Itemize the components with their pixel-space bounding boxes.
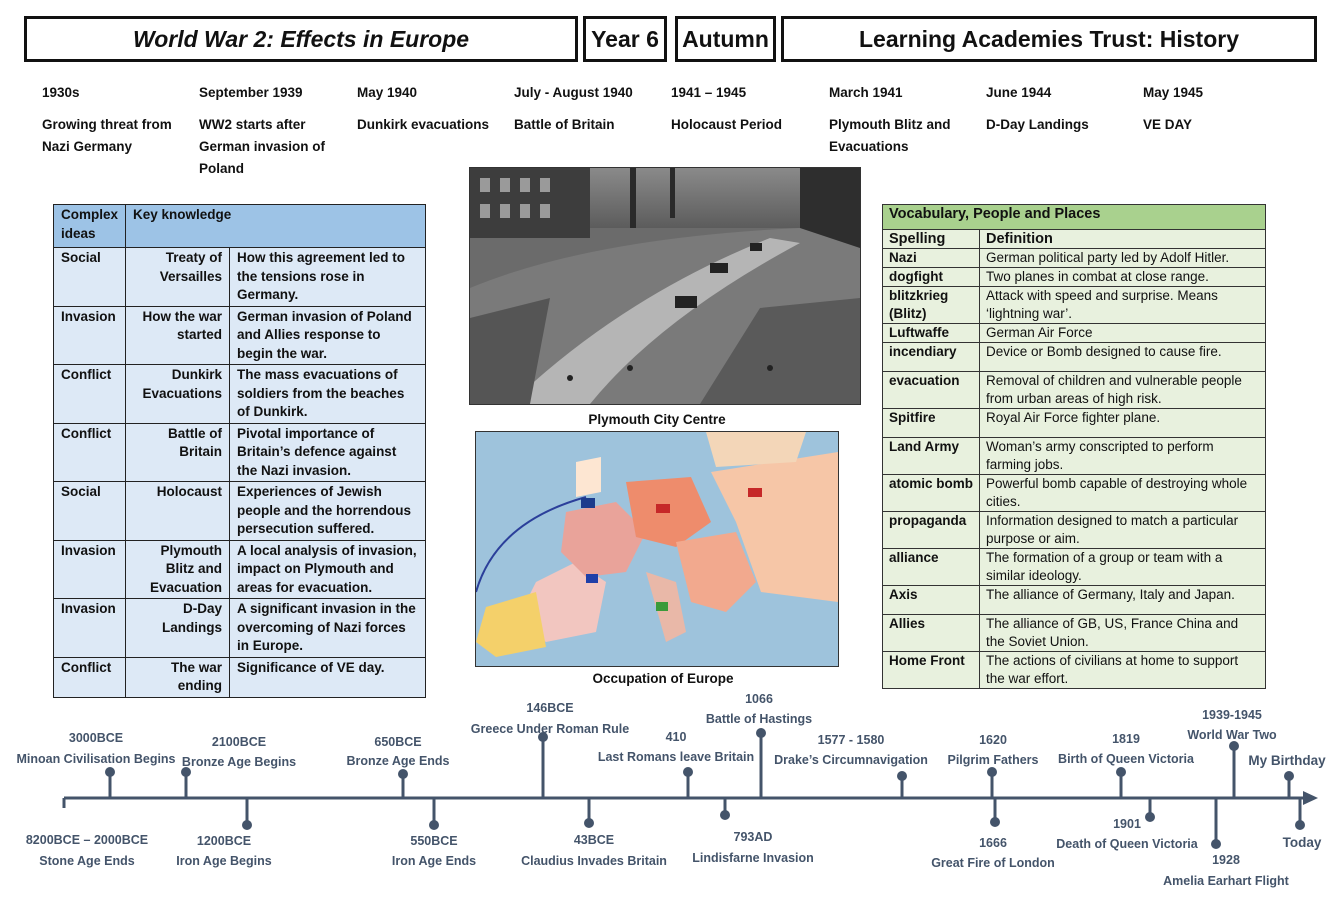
event-label: Iron Age Begins xyxy=(176,854,272,868)
timeline-arrowhead xyxy=(1303,791,1318,805)
vocab-definition: Two planes in combat at close range. xyxy=(980,268,1266,287)
vocab-word: Spitfire xyxy=(883,409,980,438)
event-label: World War Two xyxy=(1187,728,1277,742)
idea-cell: Invasion xyxy=(54,599,126,658)
event-marker xyxy=(1116,767,1126,777)
event-marker xyxy=(897,771,907,781)
vocab-word: propaganda xyxy=(883,512,980,549)
event-date: 1577 - 1580 xyxy=(817,733,885,747)
event-date: 1066 xyxy=(745,692,773,706)
vocab-definition: Device or Bomb designed to cause fire. xyxy=(980,343,1266,372)
topic-cell: Battle of Britain xyxy=(126,423,230,482)
vocab-word: incendiary xyxy=(883,343,980,372)
topic-cell: Plymouth Blitz and Evacuation xyxy=(126,540,230,599)
topic-cell: D-Day Landings xyxy=(126,599,230,658)
vocab-word: alliance xyxy=(883,549,980,586)
event-marker xyxy=(242,820,252,830)
event-date: 793AD xyxy=(733,830,773,844)
event-550bce xyxy=(392,798,476,868)
table-row xyxy=(883,615,1266,652)
vocab-title-row xyxy=(883,205,1266,230)
complex-ideas-header: Complex ideas xyxy=(54,205,126,248)
table-row xyxy=(883,372,1266,409)
vocab-definition: The alliance of GB, US, France China and the Soviet Union. xyxy=(980,615,1266,652)
vocab-word: Nazi xyxy=(883,249,980,268)
event-date: 1200BCE xyxy=(196,834,252,848)
event-marker xyxy=(429,820,439,830)
vocab-definition: Information designed to match a particular purpose or aim. xyxy=(980,512,1266,549)
event-label: Pilgrim Fathers xyxy=(947,753,1039,767)
timeline-event: Plymouth Blitz and Evacuations xyxy=(829,117,951,154)
vocab-word: atomic bomb xyxy=(883,475,980,512)
map-caption: Occupation of Europe xyxy=(592,671,734,686)
idea-cell: Invasion xyxy=(54,540,126,599)
title-text: World War 2: Effects in Europe xyxy=(132,25,470,52)
timeline-date: 1941 – 1945 xyxy=(671,85,747,100)
table-row xyxy=(883,249,1266,268)
timeline-item xyxy=(829,82,979,158)
timeline-item xyxy=(199,82,349,180)
event-date: 1928 xyxy=(1212,853,1240,867)
europe-map xyxy=(475,431,839,667)
table-row xyxy=(883,512,1266,549)
knowledge-cell: German invasion of Poland and Allies response to begin the war. xyxy=(230,306,426,365)
event-label: Birth of Queen Victoria xyxy=(1058,752,1194,766)
table-row xyxy=(54,365,426,424)
timeline-event: Holocaust Period xyxy=(671,117,783,132)
idea-cell: Social xyxy=(54,482,126,541)
event-650bce xyxy=(346,735,449,798)
vocab-word: Land Army xyxy=(883,438,980,475)
trust-box xyxy=(781,16,1317,62)
knowledge-cell: How this agreement led to the tensions rose in Germany. xyxy=(230,248,426,307)
event-date: 1819 xyxy=(1112,732,1140,746)
vocab-word: evacuation xyxy=(883,372,980,409)
event-date: 3000BCE xyxy=(68,731,124,745)
event-2100bce xyxy=(181,735,296,798)
timeline-event: D-Day Landings xyxy=(986,117,1089,132)
vocab-word: Axis xyxy=(883,586,980,615)
event-marker xyxy=(683,767,693,777)
table-row xyxy=(883,586,1266,615)
event-1577 xyxy=(774,733,928,798)
knowledge-cell: A local analysis of invasion, impact on Plymouth and areas for evacuation. xyxy=(230,540,426,599)
event-1200bce xyxy=(176,798,271,868)
timeline-item xyxy=(671,82,821,136)
event-1901 xyxy=(1056,798,1199,851)
topic-cell: Dunkirk Evacuations xyxy=(126,365,230,424)
event-marker xyxy=(1145,812,1155,822)
vocabulary-table xyxy=(882,204,1266,689)
vocab-definition: German political party led by Adolf Hitler. xyxy=(980,249,1266,268)
event-today xyxy=(1283,798,1322,850)
event-label: Amelia Earhart Flight xyxy=(1163,874,1289,888)
idea-cell: Conflict xyxy=(54,365,126,424)
table-row xyxy=(54,423,426,482)
event-label: Last Romans leave Britain xyxy=(597,750,755,764)
event-marker xyxy=(105,767,115,777)
table-row xyxy=(883,652,1266,689)
knowledge-cell: A significant invasion in the overcoming of Nazi forces in Europe. xyxy=(230,599,426,658)
table-row xyxy=(883,287,1266,324)
vocab-definition: Attack with speed and surprise. Means ‘lightning war’. xyxy=(980,287,1266,324)
event-1819 xyxy=(1058,732,1195,798)
event-marker xyxy=(1229,741,1239,751)
event-label: My Birthday xyxy=(1248,753,1326,768)
key-knowledge-header: Key knowledge xyxy=(126,205,426,248)
vocab-definition: Powerful bomb capable of destroying whole cities. xyxy=(980,475,1266,512)
table-row xyxy=(54,599,426,658)
vocab-header-row xyxy=(883,230,1266,249)
table-row xyxy=(883,343,1266,372)
event-date: 146BCE xyxy=(526,701,574,715)
idea-cell: Conflict xyxy=(54,657,126,697)
event-8200bce xyxy=(26,833,148,868)
event-marker xyxy=(720,810,730,820)
event-label: Stone Age Ends xyxy=(39,854,135,868)
event-marker xyxy=(1295,820,1305,830)
event-marker xyxy=(584,818,594,828)
timeline-event: Battle of Britain xyxy=(514,117,615,132)
vocab-word: dogfight xyxy=(883,268,980,287)
timeline-date: May 1945 xyxy=(1143,85,1204,100)
event-date: 550BCE xyxy=(410,834,458,848)
event-label: Bronze Age Begins xyxy=(181,755,297,769)
bombed-city-illustration xyxy=(470,168,860,404)
event-label: Death of Queen Victoria xyxy=(1056,837,1198,851)
timeline-item xyxy=(42,82,192,158)
key-knowledge-table xyxy=(53,204,426,698)
table-row xyxy=(54,306,426,365)
idea-cell: Invasion xyxy=(54,306,126,365)
plymouth-photo xyxy=(469,167,861,405)
topic-cell: Holocaust xyxy=(126,482,230,541)
event-label: Bronze Age Ends xyxy=(346,754,450,768)
event-793ad xyxy=(692,798,814,865)
event-date: 410 xyxy=(665,730,687,744)
table-row xyxy=(883,438,1266,475)
trust-text: Learning Academies Trust: History xyxy=(858,25,1240,52)
event-1066 xyxy=(706,692,812,798)
timeline-date: May 1940 xyxy=(357,85,418,100)
idea-cell: Social xyxy=(54,248,126,307)
vocab-word: Luftwaffe xyxy=(883,324,980,343)
timeline-item xyxy=(986,82,1136,136)
vocab-definition: German Air Force xyxy=(980,324,1266,343)
timeline-event: Dunkirk evacuations xyxy=(357,117,490,132)
event-label: Battle of Hastings xyxy=(705,712,813,726)
event-label: Lindisfarne Invasion xyxy=(692,851,814,865)
vocab-word: Home Front xyxy=(883,652,980,689)
timeline-date: 1930s xyxy=(42,85,80,100)
vocab-title: Vocabulary, People and Places xyxy=(883,205,1266,230)
timeline-event: WW2 starts after German invasion of Poland xyxy=(199,117,326,176)
timeline-item xyxy=(357,82,507,136)
photo-caption: Plymouth City Centre xyxy=(588,412,726,427)
topic-cell: How the war started xyxy=(126,306,230,365)
event-label: Minoan Civilisation Begins xyxy=(16,752,176,766)
knowledge-cell: The mass evacuations of soldiers from the beaches of Dunkirk. xyxy=(230,365,426,424)
event-my-birthday xyxy=(1248,753,1326,798)
term-box xyxy=(675,16,776,62)
topic-cell: Treaty of Versailles xyxy=(126,248,230,307)
event-date: 43BCE xyxy=(573,833,615,847)
table-header-row xyxy=(54,205,426,248)
event-marker xyxy=(987,767,997,777)
year-text: Year 6 xyxy=(591,25,659,52)
idea-cell: Conflict xyxy=(54,423,126,482)
spelling-header: Spelling xyxy=(883,230,980,249)
vocab-definition: The actions of civilians at home to support the war effort. xyxy=(980,652,1266,689)
event-marker xyxy=(398,769,408,779)
table-row xyxy=(883,324,1266,343)
table-row xyxy=(883,549,1266,586)
event-label: Drake’s Circumnavigation xyxy=(774,753,928,767)
event-3000bce xyxy=(16,731,175,798)
event-label: Iron Age Ends xyxy=(391,854,477,868)
knowledge-cell: Pivotal importance of Britain’s defence against the Nazi invasion. xyxy=(230,423,426,482)
timeline-event: VE DAY xyxy=(1143,117,1193,132)
timeline-item xyxy=(1143,82,1293,136)
event-date: 1666 xyxy=(979,836,1007,850)
table-row xyxy=(883,268,1266,287)
page-title xyxy=(24,16,578,62)
vocab-definition: Removal of children and vulnerable people from urban areas of high risk. xyxy=(980,372,1266,409)
timeline-date: June 1944 xyxy=(986,85,1052,100)
event-date: 8200BCE – 2000BCE xyxy=(25,833,149,847)
vocab-definition: Woman’s army conscripted to perform farming jobs. xyxy=(980,438,1266,475)
timeline-event: Growing threat from Nazi Germany xyxy=(42,117,172,154)
table-row xyxy=(54,482,426,541)
timeline-date: July - August 1940 xyxy=(514,85,633,100)
occupation-map-illustration xyxy=(476,432,838,666)
event-date: 2100BCE xyxy=(211,735,267,749)
event-date: 1939-1945 xyxy=(1202,708,1262,722)
event-1620 xyxy=(948,733,1039,798)
knowledge-cell: Experiences of Jewish people and the horrendous persecution suffered. xyxy=(230,482,426,541)
vocab-definition: Royal Air Force fighter plane. xyxy=(980,409,1266,438)
event-43bce xyxy=(521,798,667,868)
table-row xyxy=(883,475,1266,512)
year-box xyxy=(583,16,667,62)
event-1666 xyxy=(931,798,1055,870)
event-label: Claudius Invades Britain xyxy=(521,854,667,868)
event-date: 650BCE xyxy=(374,735,422,749)
event-label: Great Fire of London xyxy=(931,856,1055,870)
table-row xyxy=(54,248,426,307)
event-label: Greece Under Roman Rule xyxy=(470,722,630,736)
event-marker xyxy=(1284,771,1294,781)
table-row xyxy=(54,540,426,599)
history-timeline xyxy=(0,690,1340,902)
vocab-definition: The formation of a group or team with a similar ideology. xyxy=(980,549,1266,586)
topic-cell: The war ending xyxy=(126,657,230,697)
timeline-item xyxy=(514,82,664,136)
timeline-date: September 1939 xyxy=(199,85,303,100)
event-410 xyxy=(598,730,754,798)
event-marker xyxy=(756,728,766,738)
event-date: 1620 xyxy=(979,733,1007,747)
vocab-definition: The alliance of Germany, Italy and Japan. xyxy=(980,586,1266,615)
event-marker xyxy=(990,817,1000,827)
vocab-word: blitzkrieg (Blitz) xyxy=(883,287,980,324)
event-label: Today xyxy=(1282,835,1322,850)
table-row xyxy=(883,409,1266,438)
timeline-date: March 1941 xyxy=(829,85,903,100)
term-text: Autumn xyxy=(682,25,769,52)
event-date: 1901 xyxy=(1113,817,1141,831)
event-marker xyxy=(1211,839,1221,849)
vocab-word: Allies xyxy=(883,615,980,652)
knowledge-cell: Significance of VE day. xyxy=(230,657,426,697)
definition-header: Definition xyxy=(980,230,1266,249)
